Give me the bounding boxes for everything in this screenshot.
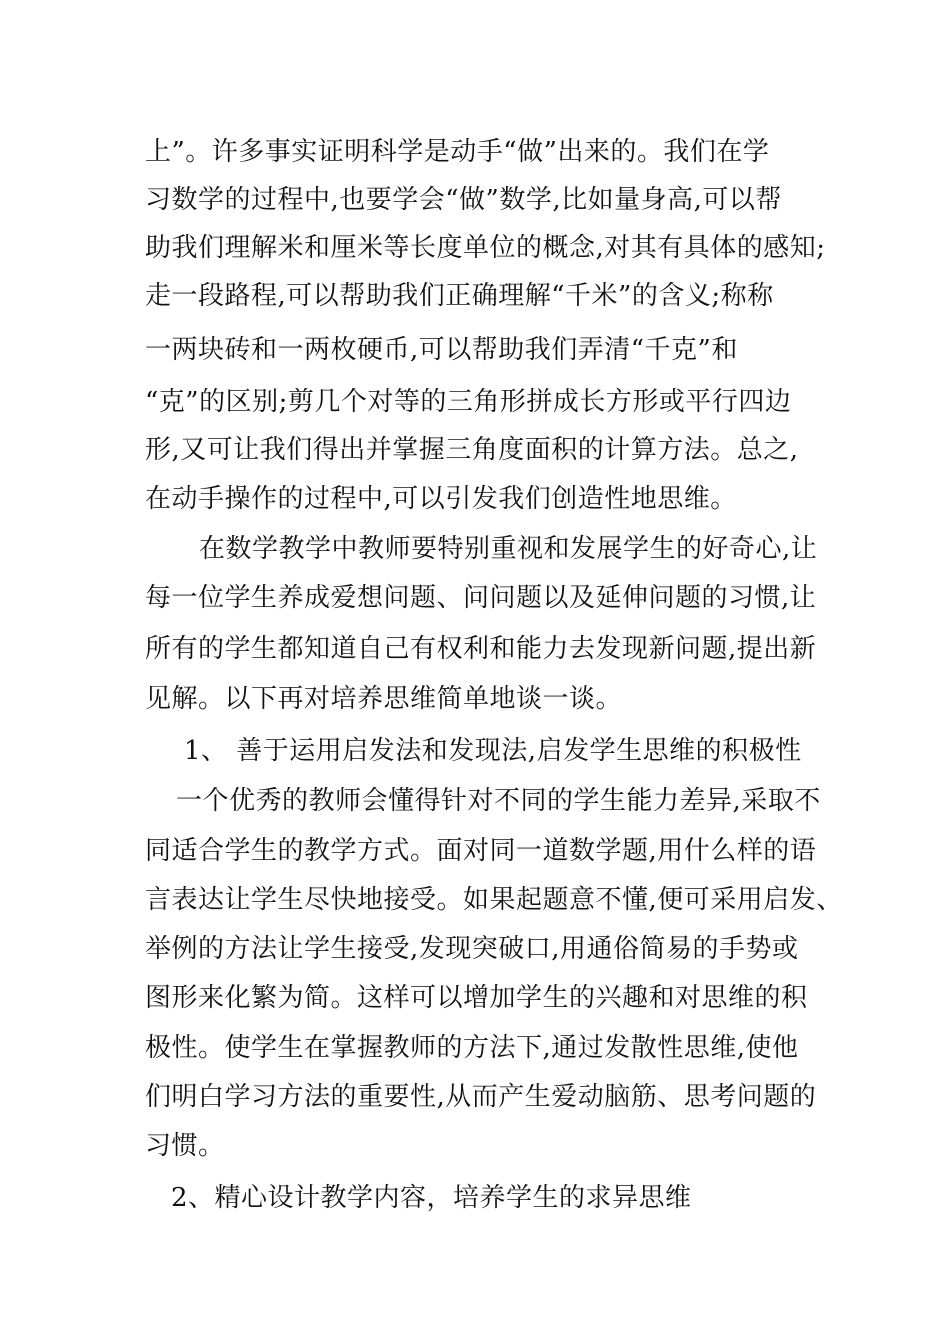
paragraph-line: 同适合学生的教学方式。面对同一道数学题,用什么样的语 xyxy=(145,836,817,866)
paragraph-line: 图形来化繁为简。这样可以增加学生的兴趣和对思维的积 xyxy=(145,983,808,1013)
paragraph-line: 们明白学习方法的重要性,从而产生爱动脑筋、思考问题的 xyxy=(145,1082,817,1112)
paragraph-line: 形,又可让我们得出并掌握三角度面积的计算方法。总之, xyxy=(145,435,799,465)
paragraph-line: 一个优秀的教师会懂得针对不同的学生能力差异,采取不 xyxy=(176,786,821,816)
paragraph-line: 举例的方法让学生接受,发现突破口,用通俗简易的手势或 xyxy=(145,934,799,964)
paragraph-line: 在动手操作的过程中,可以引发我们创造性地思维。 xyxy=(145,484,737,514)
paragraph-line: 所有的学生都知道自己有权利和能力去发现新问题,提出新 xyxy=(145,634,817,664)
paragraph-line: 见解。以下再对培养思维简单地谈一谈。 xyxy=(145,684,623,714)
paragraph-line: 极性。使学生在掌握教师的方法下,通过发散性思维,使他 xyxy=(145,1033,799,1063)
paragraph-line: 上”。许多事实证明科学是动手“做”出来的。我们在学 xyxy=(145,137,770,167)
paragraph-line: 一两块砖和一两枚硬币,可以帮助我们弄清“千克”和 xyxy=(145,335,738,365)
paragraph-line: 言表达让学生尽快地接受。如果起题意不懂,便可采用启发、 xyxy=(145,885,843,915)
paragraph-line: 走一段路程,可以帮助我们正确理解“千米”的含义;称称 xyxy=(145,281,774,311)
paragraph-line: 在数学教学中教师要特别重视和发展学生的好奇心,让 xyxy=(199,534,818,564)
section-heading: 1、 善于运用启发法和发现法,启发学生思维的积极性 xyxy=(184,736,802,766)
section-heading: 2、精心设计教学内容，培养学生的求异思维 xyxy=(171,1183,692,1213)
paragraph-line: 助我们理解米和厘米等长度单位的概念,对其有具体的感知; xyxy=(145,233,826,263)
paragraph-line: 习惯。 xyxy=(145,1131,225,1161)
paragraph-line: “克”的区别;剪几个对等的三角形拼成长方形或平行四边 xyxy=(145,387,792,417)
paragraph-line: 每一位学生养成爱想问题、问问题以及延伸问题的习惯,让 xyxy=(145,583,817,613)
paragraph-line: 习数学的过程中,也要学会“做”数学,比如量身高,可以帮 xyxy=(145,185,782,215)
